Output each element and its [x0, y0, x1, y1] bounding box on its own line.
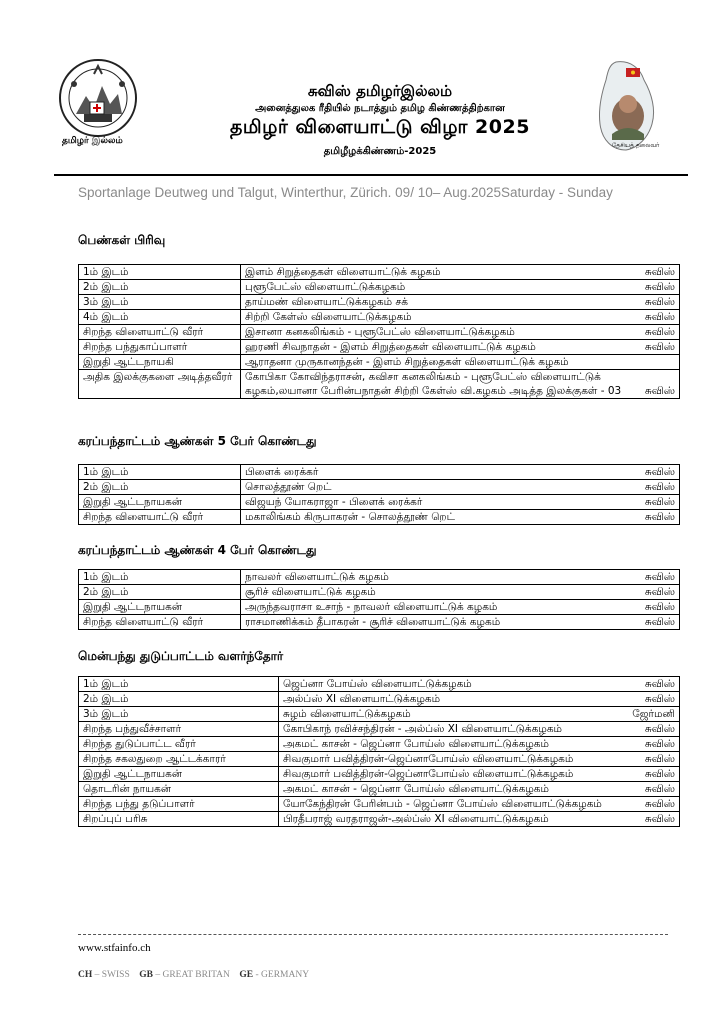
award-winner: சிற்றி கேள்ஸ் விளையாட்டுக்கழகம்	[245, 311, 412, 323]
table-row	[79, 480, 680, 495]
tamil-illam-logo	[54, 56, 146, 154]
award-label: 2ம் இடம்	[79, 585, 241, 600]
award-winner: இளம் சிறுத்தைகள் விளையாட்டுக் கழகம்	[245, 266, 441, 278]
logo-left-caption: தமிழர் இல்லம்	[62, 136, 123, 146]
table-row	[79, 570, 680, 585]
award-winner: விஜயந் யோகராஜா - பிளைக் ரைக்கர்	[245, 496, 423, 508]
country: சுவிஸ்	[644, 586, 675, 598]
results-table	[78, 569, 680, 630]
table-row	[79, 355, 680, 370]
table-row	[79, 370, 680, 399]
award-label: 3ம் இடம்	[79, 707, 279, 722]
country: சுவிஸ்	[644, 783, 675, 795]
award-winner: ஆராதனா முருகானந்தன் - இளம் சிறுத்தைகள் விளையாட்டுக் கழகம்	[245, 356, 569, 368]
table-row	[79, 280, 680, 295]
tamil-eelam-map-logo	[586, 58, 670, 154]
award-winner: நாவலர் விளையாட்டுக் கழகம்	[245, 571, 389, 583]
country: சுவிஸ்	[644, 738, 675, 750]
award-winner: மகாலிங்கம் கிருபாகரன் - சொலத்தூண் றெட்	[245, 511, 455, 523]
country: ஜேர்மனி	[632, 708, 675, 720]
country: சுவிஸ்	[644, 813, 675, 825]
table-row	[79, 797, 680, 812]
table-row	[79, 752, 680, 767]
table-row	[79, 265, 680, 280]
award-label: 2ம் இடம்	[79, 480, 241, 495]
table-row	[79, 340, 680, 355]
table-row	[79, 465, 680, 480]
award-label: 1ம் இடம்	[79, 570, 241, 585]
award-label: இறுதி ஆட்டநாயகன்	[79, 495, 241, 510]
country: சுவிஸ்	[644, 571, 675, 583]
award-label: 2ம் இடம்	[79, 280, 241, 295]
award-winner: அகமட் காசன் - ஜெப்னா போய்ஸ் விளையாட்டுக்கழகம்	[283, 738, 549, 750]
award-winner: தாய்மண் விளையாட்டுக்கழகம் சக்	[245, 296, 408, 308]
award-label: 4ம் இடம்	[79, 310, 241, 325]
award-label: தொடரின் நாயகன்	[79, 782, 279, 797]
award-winner: அருந்தவராசா உசாந் - நாவலர் விளையாட்டுக் கழகம்	[245, 601, 498, 613]
country: சுவிஸ்	[644, 466, 675, 478]
section-title: மென்பந்து துடுப்பாட்டம் வளர்ந்தோர்	[78, 649, 284, 663]
award-label: 1ம் இடம்	[79, 265, 241, 280]
footer-divider	[78, 934, 668, 935]
section-title: கரப்பந்தாட்டம் ஆண்கள் 5 பேர் கொண்டது	[78, 434, 317, 448]
country: சுவிஸ்	[644, 616, 675, 628]
table-row	[79, 722, 680, 737]
country: சுவிஸ்	[644, 768, 675, 780]
section-title: பெண்கள் பிரிவு	[78, 233, 166, 247]
award-label: சிறந்த பந்து தடுப்பாளர்	[79, 797, 279, 812]
legend-code: GE	[239, 970, 254, 980]
table-row	[79, 737, 680, 752]
table-row	[79, 767, 680, 782]
award-label: 1ம் இடம்	[79, 465, 241, 480]
header-divider	[54, 174, 688, 176]
table-row	[79, 677, 680, 692]
award-label: சிறந்த விளையாட்டு வீரர்	[79, 615, 241, 630]
country: சுவிஸ்	[644, 281, 675, 293]
award-label: 2ம் இடம்	[79, 692, 279, 707]
event-subtitle: அனைத்துலக ரீதியில் நடாத்தும் தமிழ கிண்ணத்திற்கான	[255, 103, 505, 114]
award-winner: ராசமாணிக்கம் தீபாகரன் - சூரிச் விளையாட்டுக் கழகம்	[245, 616, 501, 628]
award-winner: அல்ப்ஸ் XI விளையாட்டுக்கழகம்	[283, 693, 441, 705]
country: சுவிஸ்	[644, 341, 675, 353]
country: சுவிஸ்	[644, 723, 675, 735]
award-label: சிறந்த சகலதுறை ஆட்டக்காரர்	[79, 752, 279, 767]
award-winner: சூரிச் விளையாட்டுக் கழகம்	[245, 586, 376, 598]
country: சுவிஸ்	[644, 311, 675, 323]
legend-name: – SWISS	[92, 970, 130, 980]
table-row	[79, 310, 680, 325]
country: சுவிஸ்	[644, 496, 675, 508]
award-winner: புளூபேட்ஸ் விளையாட்டுக்கழகம்	[245, 281, 406, 293]
cup-name: தமிழீழக்கிண்ணம்-2025	[323, 146, 437, 157]
award-label: சிறந்த பந்துகாப்பாளர்	[79, 340, 241, 355]
table-row	[79, 707, 680, 722]
venue-line: Sportanlage Deutweg und Talgut, Winterthur, Zürich. 09/ 10– Aug.2025Saturday - Sunday	[78, 185, 613, 200]
table-row	[79, 295, 680, 310]
country-legend	[78, 970, 309, 980]
country: சுவிஸ்	[644, 678, 675, 690]
award-label: சிறந்த பந்துவீச்சாளர்	[79, 722, 279, 737]
award-winner: இசானா கனகலிங்கம் - புளூபேட்ஸ் விளையாட்டுக்கழகம்	[245, 326, 515, 338]
website-link[interactable]: www.stfainfo.ch	[78, 942, 151, 954]
award-label: சிறந்த விளையாட்டு வீரர்	[79, 325, 241, 340]
award-winner: பிளைக் ரைக்கர்	[245, 466, 319, 478]
country: சுவிஸ்	[644, 326, 675, 338]
results-table	[78, 676, 680, 827]
award-label: சிறப்புப் பரிசு	[79, 812, 279, 827]
legend-name: – GREAT BRITAN	[152, 970, 230, 980]
award-winner: ஹரணி சிவநாதன் - இளம் சிறுத்தைகள் விளையாட்டுக் கழகம்	[245, 341, 536, 353]
country: சுவிஸ்	[644, 798, 675, 810]
award-label: 1ம் இடம்	[79, 677, 279, 692]
award-label: 3ம் இடம்	[79, 295, 241, 310]
results-table	[78, 464, 680, 525]
award-winner: பிரதீபராஜ் வரதராஜன்-அல்ப்ஸ் XI விளையாட்டுக்கழகம்	[283, 813, 549, 825]
country: சுவிஸ்	[644, 385, 675, 397]
award-label: சிறந்த துடுப்பாட்ட வீரர்	[79, 737, 279, 752]
award-label: சிறந்த விளையாட்டு வீரர்	[79, 510, 241, 525]
table-row	[79, 812, 680, 827]
table-row	[79, 495, 680, 510]
table-row	[79, 600, 680, 615]
award-label: அதிக இலக்குகளை அடித்தவீரர்	[79, 370, 241, 399]
country: சுவிஸ்	[644, 753, 675, 765]
table-row	[79, 615, 680, 630]
award-winner: ஜெப்னா போய்ஸ் விளையாட்டுக்கழகம்	[283, 678, 472, 690]
legend-name: - GERMANY	[253, 970, 310, 980]
country: சுவிஸ்	[644, 481, 675, 493]
award-label: இறுதி ஆட்டநாயகன்	[79, 600, 241, 615]
logo-right-caption: தேசியத் தலைவர்	[612, 142, 660, 149]
award-winner: சிவகுமார் பவித்திரன்-ஜெப்னாபோய்ஸ் விளையாட்டுக்கழகம்	[283, 753, 574, 765]
section-title: கரப்பந்தாட்டம் ஆண்கள் 4 பேர் கொண்டது	[78, 543, 317, 557]
country: சுவிஸ்	[644, 266, 675, 278]
country: சுவிஸ்	[644, 693, 675, 705]
award-winner: சுழம் விளையாட்டுக்கழகம்	[283, 708, 411, 720]
table-row	[79, 782, 680, 797]
award-label: இறுதி ஆட்டநாயகி	[79, 355, 241, 370]
country: சுவிஸ்	[644, 511, 675, 523]
award-winner: கோபிகாந் ரவிச்சந்திரன் - அல்ப்ஸ் XI விளையாட்டுக்கழகம்	[283, 723, 562, 735]
table-row	[79, 692, 680, 707]
legend-code: GB	[139, 970, 153, 980]
award-label: இறுதி ஆட்டநாயகன்	[79, 767, 279, 782]
award-winner: சிவகுமார் பவித்திரன்-ஜெப்னாபோய்ஸ் விளையாட்டுக்கழகம்	[283, 768, 574, 780]
award-winner: சொலத்தூண் றெட்	[245, 481, 332, 493]
award-winner: யோகேந்திரன் பேரின்பம் - ஜெப்னா போய்ஸ் விளையாட்டுக்கழகம்	[283, 798, 602, 810]
table-row	[79, 585, 680, 600]
award-winner: கோபிகா கோவிந்தராசன், கவிசா கனகலிங்கம் - புளூபேட்ஸ் விளையாட்டுக் கழகம்,லயானா பேரின்பநாதன் சிற்றி கேள்ஸ் வி.கழகம் அடித்த இலக்குகள் - 03	[245, 371, 622, 397]
country: சுவிஸ்	[644, 296, 675, 308]
table-row	[79, 325, 680, 340]
table-row	[79, 510, 680, 525]
results-table	[78, 264, 680, 399]
org-name: சுவிஸ் தமிழர்இல்லம்	[307, 82, 453, 100]
award-winner: அகமட் காசன் - ஜெப்னா போய்ஸ் விளையாட்டுக்கழகம்	[283, 783, 549, 795]
event-title: தமிழர் விளையாட்டு விழா 2025	[230, 116, 530, 138]
country: சுவிஸ்	[644, 601, 675, 613]
legend-code: CH	[78, 970, 93, 980]
